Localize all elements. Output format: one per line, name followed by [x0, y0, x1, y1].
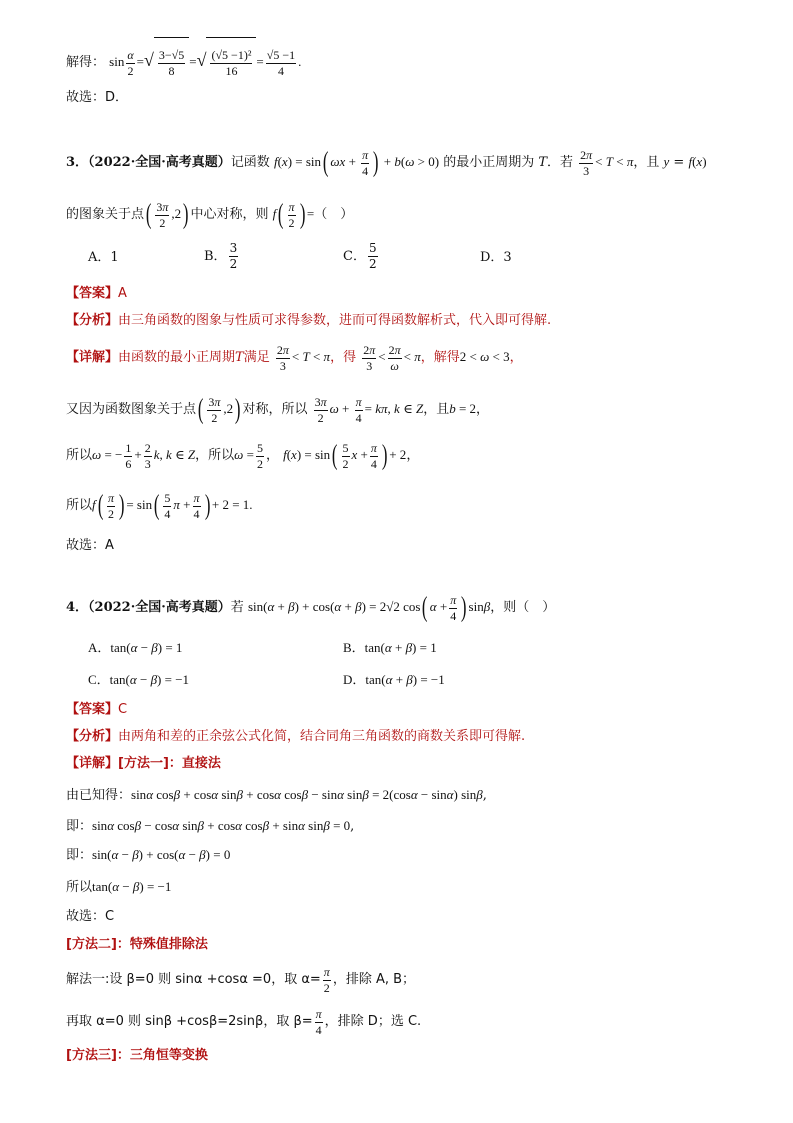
- q4-method3: [方法三]：三角恒等变换: [66, 1048, 208, 1063]
- q4-detail-tag: 【详解】: [66, 756, 119, 771]
- q3-detail-tag: 【详解】: [66, 350, 119, 365]
- q3-option-a: A．1: [88, 250, 119, 265]
- q4-answer: [66, 700, 127, 720]
- q3-stem-line1: 3．（2022·全国·高考真题）记函数 f(x) = sin( ωx + $\frac{\pi}{4}$ ) + b(ω > 0) 的最小正周期为 T．若 $\frac{2\pi}{3}$ < T < π，且 y = f(x): [66, 147, 707, 179]
- q3-analysis: [66, 311, 551, 331]
- q4-option-c: C．tan(α − β) = −1: [88, 672, 190, 687]
- q3-analysis-text: 由三角函数的图象与性质可求得参数，进而可得函数解析式，代入即可得解.: [118, 313, 552, 328]
- q4-analysis: [66, 727, 525, 747]
- q3-detail-3: 所以ω = − $\frac{1}{6}$ + $\frac{2}{3}$ k, k ∈ Z，所以ω = $\frac{5}{2}$ ， f(x) = sin( $\frac{5}{2}$ x + $\frac{\pi}{4}$ ) + 2，: [66, 440, 420, 472]
- q3-analysis-tag: 【分析】: [66, 313, 119, 328]
- solve-line-text: 解得：: [66, 55, 106, 70]
- q3-answer-tag: 【答案】: [66, 286, 119, 301]
- q3-detail-4: 所以f( $\frac{\pi}{2}$ ) = sin( $\frac{5}{4}$ π + $\frac{\pi}{4}$ ) + 2 = 1.: [66, 490, 253, 522]
- q3-option-c: C． $\frac{5}{2}$: [343, 241, 377, 271]
- q3-detail-2: 又因为函数图象关于点( $\frac{3\pi}{2}$ ,2) 对称，所以 $\frac{3\pi}{2}$ ω + $\frac{\pi}{4}$ = kπ, k ∈ Z，且b = 2，: [66, 394, 490, 426]
- q4-choose: 故选：C: [66, 909, 115, 924]
- solve-formula: sin $\frac{\alpha}{2}$ =√ $\frac{3-√5}{8}$ =√ $\frac{\text{(√5 −1)²}}{16}$ = $\frac{√5 -1}{4}$ .: [109, 54, 301, 69]
- q4-stem: 4．（2022·全国·高考真题）若 sin(α + β) + cos(α + β) = 2√2 cos( α + $\frac{\pi}{4}$ ) sinβ，则（ ）: [66, 592, 556, 624]
- q3-stem-line2: 的图象关于点( $\frac{3\pi}{2}$ ,2) 中心对称，则 f( $\frac{\pi}{2}$ ) =（ ）: [66, 199, 354, 231]
- q3-answer: [66, 284, 127, 304]
- q4-m2b: 再取 α=0 则 sinβ +cosβ=2sinβ，取 β= $\frac{\pi}{4}$ ，排除 D；选 C.: [66, 1006, 422, 1037]
- q4-analysis-text: 由两角和差的正余弦公式化简，结合同角三角函数的商数关系即可得解.: [118, 729, 526, 744]
- q4-option-d: D．tan(α + β) = −1: [343, 672, 445, 687]
- q4-answer-value: C: [118, 702, 128, 717]
- q4-line2: 即：sinα cosβ − cosα sinβ + cosα cosβ + sinα sinβ = 0,: [66, 818, 355, 834]
- q4-option-a: A．tan(α − β) = 1: [88, 640, 183, 655]
- q3-choose: 故选：A: [66, 538, 114, 553]
- q4-line4: 所以tan(α − β) = −1: [66, 879, 172, 895]
- q4-line1: 由已知得：sinα cosβ + cosα sinβ + cosα cosβ − sinα sinβ = 2(cosα − sinα) sinβ,: [66, 787, 487, 803]
- q4-answer-tag: 【答案】: [66, 702, 119, 717]
- q3-detail-1: 【详解】由函数的最小正周期T满足 $\frac{2\pi}{3}$ < T < π，得 $\frac{2\pi}{3}$ < $\frac{2\pi}{\omega}$ < π，解得2 < ω < 3，: [66, 342, 523, 373]
- q4-option-b: B．tan(α + β) = 1: [343, 640, 437, 655]
- q3-answer-value: A: [118, 286, 127, 301]
- q4-detail-head: [66, 754, 221, 774]
- q4-m2a: 解法一:设 β=0 则 sinα +cosα =0，取 α= $\frac{\pi}{2}$ ，排除 A, B；: [66, 964, 416, 995]
- q4-method1: [方法一]：直接法: [118, 756, 221, 771]
- q3-option-d: D．3: [480, 250, 512, 265]
- q4-analysis-tag: 【分析】: [66, 729, 119, 744]
- top-choose: 故选：D．: [66, 90, 129, 105]
- solve-line: [66, 36, 301, 84]
- q3-option-b: B． $\frac{3}{2}$: [204, 241, 238, 271]
- q4-line3: 即：sin(α − β) + cos(α − β) = 0: [66, 847, 231, 863]
- q4-method2: [方法二]：特殊值排除法: [66, 937, 208, 952]
